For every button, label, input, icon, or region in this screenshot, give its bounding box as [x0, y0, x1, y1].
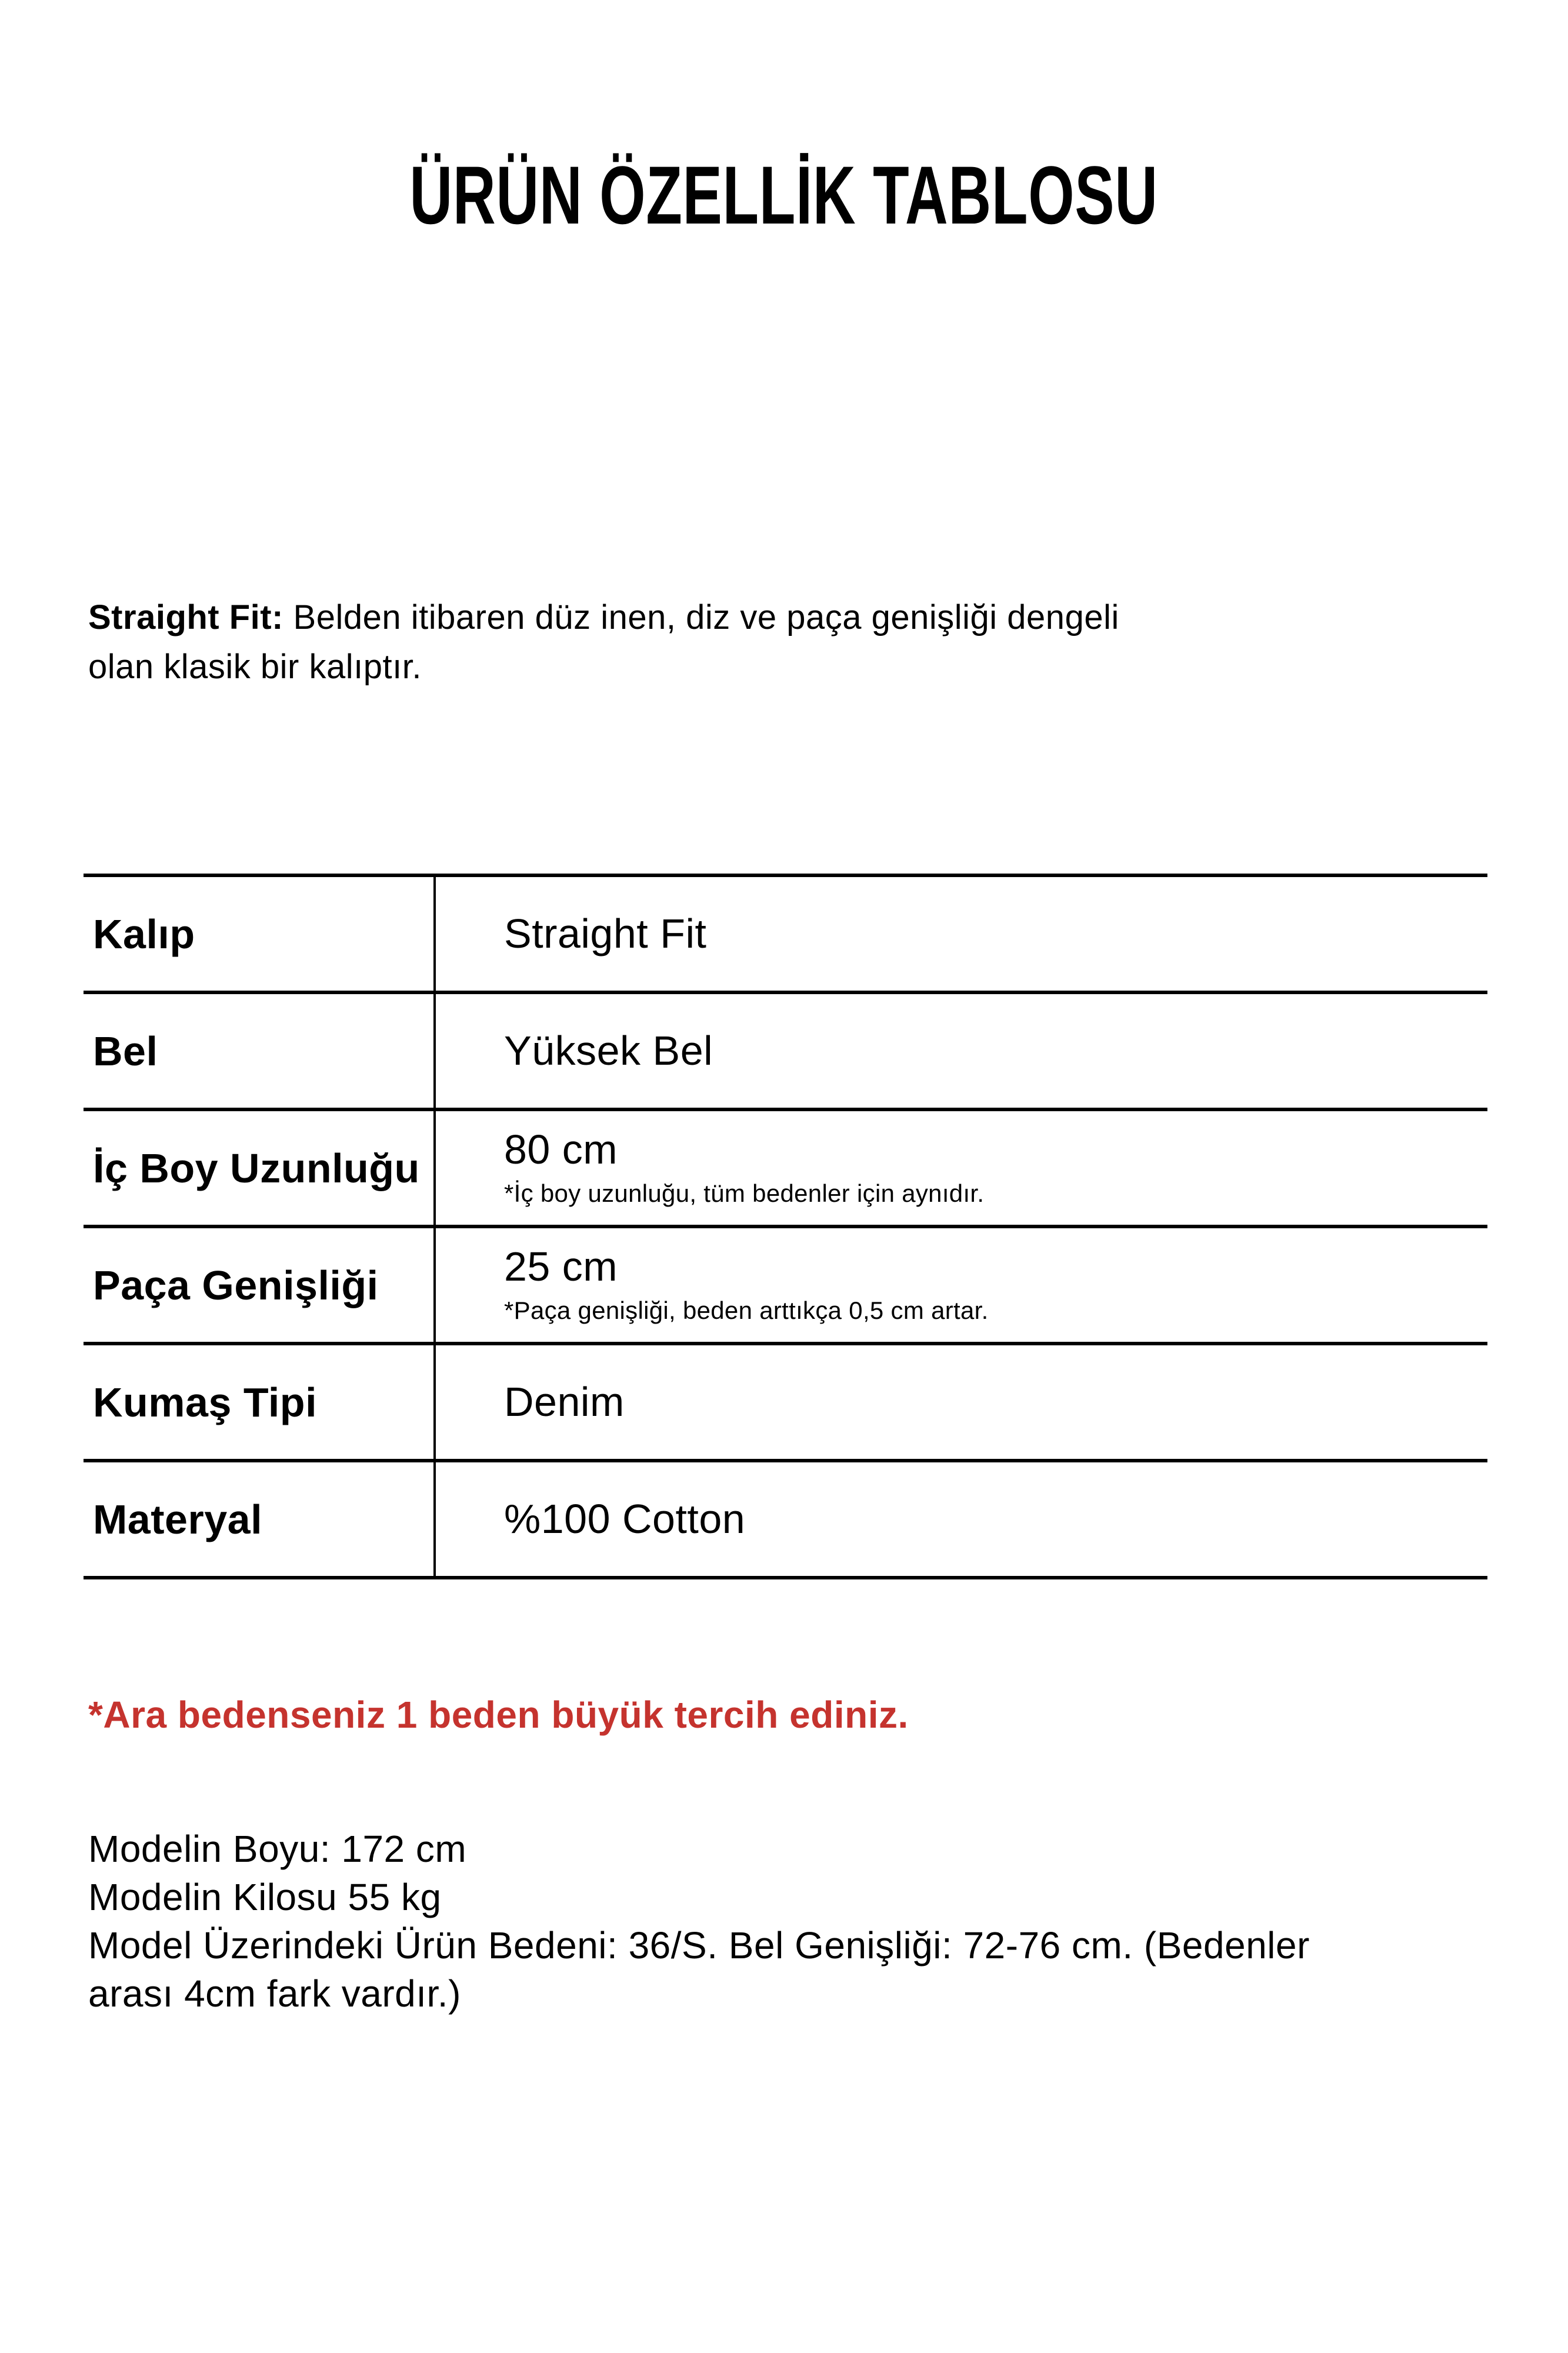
spec-row-kalip	[84, 877, 1487, 994]
model-info-line: Modelin Kilosu 55 kg	[88, 1876, 442, 1918]
spec-value: %100 Cotton	[504, 1495, 746, 1542]
spec-value-note: *Paça genişliği, beden arttıkça 0,5 cm artar.	[504, 1297, 989, 1325]
size-warning: *Ara bedenseniz 1 beden büyük tercih ediniz.	[88, 1694, 909, 1736]
spec-value: 80 cm	[504, 1126, 618, 1172]
spec-row-ic-boy	[84, 1111, 1487, 1228]
intro-lead: Straight Fit:	[88, 598, 283, 636]
intro-line1-text: Belden itibaren düz inen, diz ve paça genişliği dengeli	[293, 598, 1119, 636]
spec-label: Paça Genişliği	[93, 1262, 379, 1308]
intro-paragraph	[88, 593, 1476, 692]
spec-value: Denim	[504, 1378, 625, 1425]
intro-line	[88, 593, 1476, 642]
spec-table	[84, 874, 1487, 1579]
spec-value: 25 cm	[504, 1243, 618, 1289]
spec-label: İç Boy Uzunluğu	[93, 1145, 420, 1191]
spec-value: Yüksek Bel	[504, 1027, 713, 1074]
spec-label: Kumaş Tipi	[93, 1379, 318, 1425]
spec-value-cell	[433, 994, 1487, 1108]
page-title-text: ÜRÜN ÖZELLİK TABLOSU	[409, 149, 1159, 241]
spec-label: Kalıp	[93, 911, 195, 957]
model-info-line: Modelin Boyu: 172 cm	[88, 1828, 467, 1870]
page-title	[0, 149, 1568, 241]
spec-value-cell	[433, 1462, 1487, 1576]
spec-row-bel	[84, 994, 1487, 1111]
intro-line: olan klasik bir kalıptır.	[88, 648, 422, 686]
model-info-line: Model Üzerindeki Ürün Bedeni: 36/S. Bel Genişliği: 72-76 cm. (Bedenler	[88, 1924, 1310, 1967]
spec-value-note: *İç boy uzunluğu, tüm bedenler için aynıdır.	[504, 1179, 985, 1208]
spec-value: Straight Fit	[504, 910, 707, 956]
spec-value-cell	[433, 877, 1487, 991]
spec-row-paca	[84, 1228, 1487, 1345]
spec-value-cell	[433, 1228, 1487, 1342]
spec-label: Materyal	[93, 1496, 263, 1542]
spec-value-cell	[433, 1111, 1487, 1225]
spec-label: Bel	[93, 1028, 158, 1074]
spec-value-cell	[433, 1345, 1487, 1459]
spec-row-materyal	[84, 1462, 1487, 1579]
spec-row-kumas	[84, 1345, 1487, 1462]
model-info	[88, 1825, 1500, 2018]
model-info-line: arası 4cm fark vardır.)	[88, 1972, 461, 2015]
table-column-divider	[433, 877, 436, 1579]
